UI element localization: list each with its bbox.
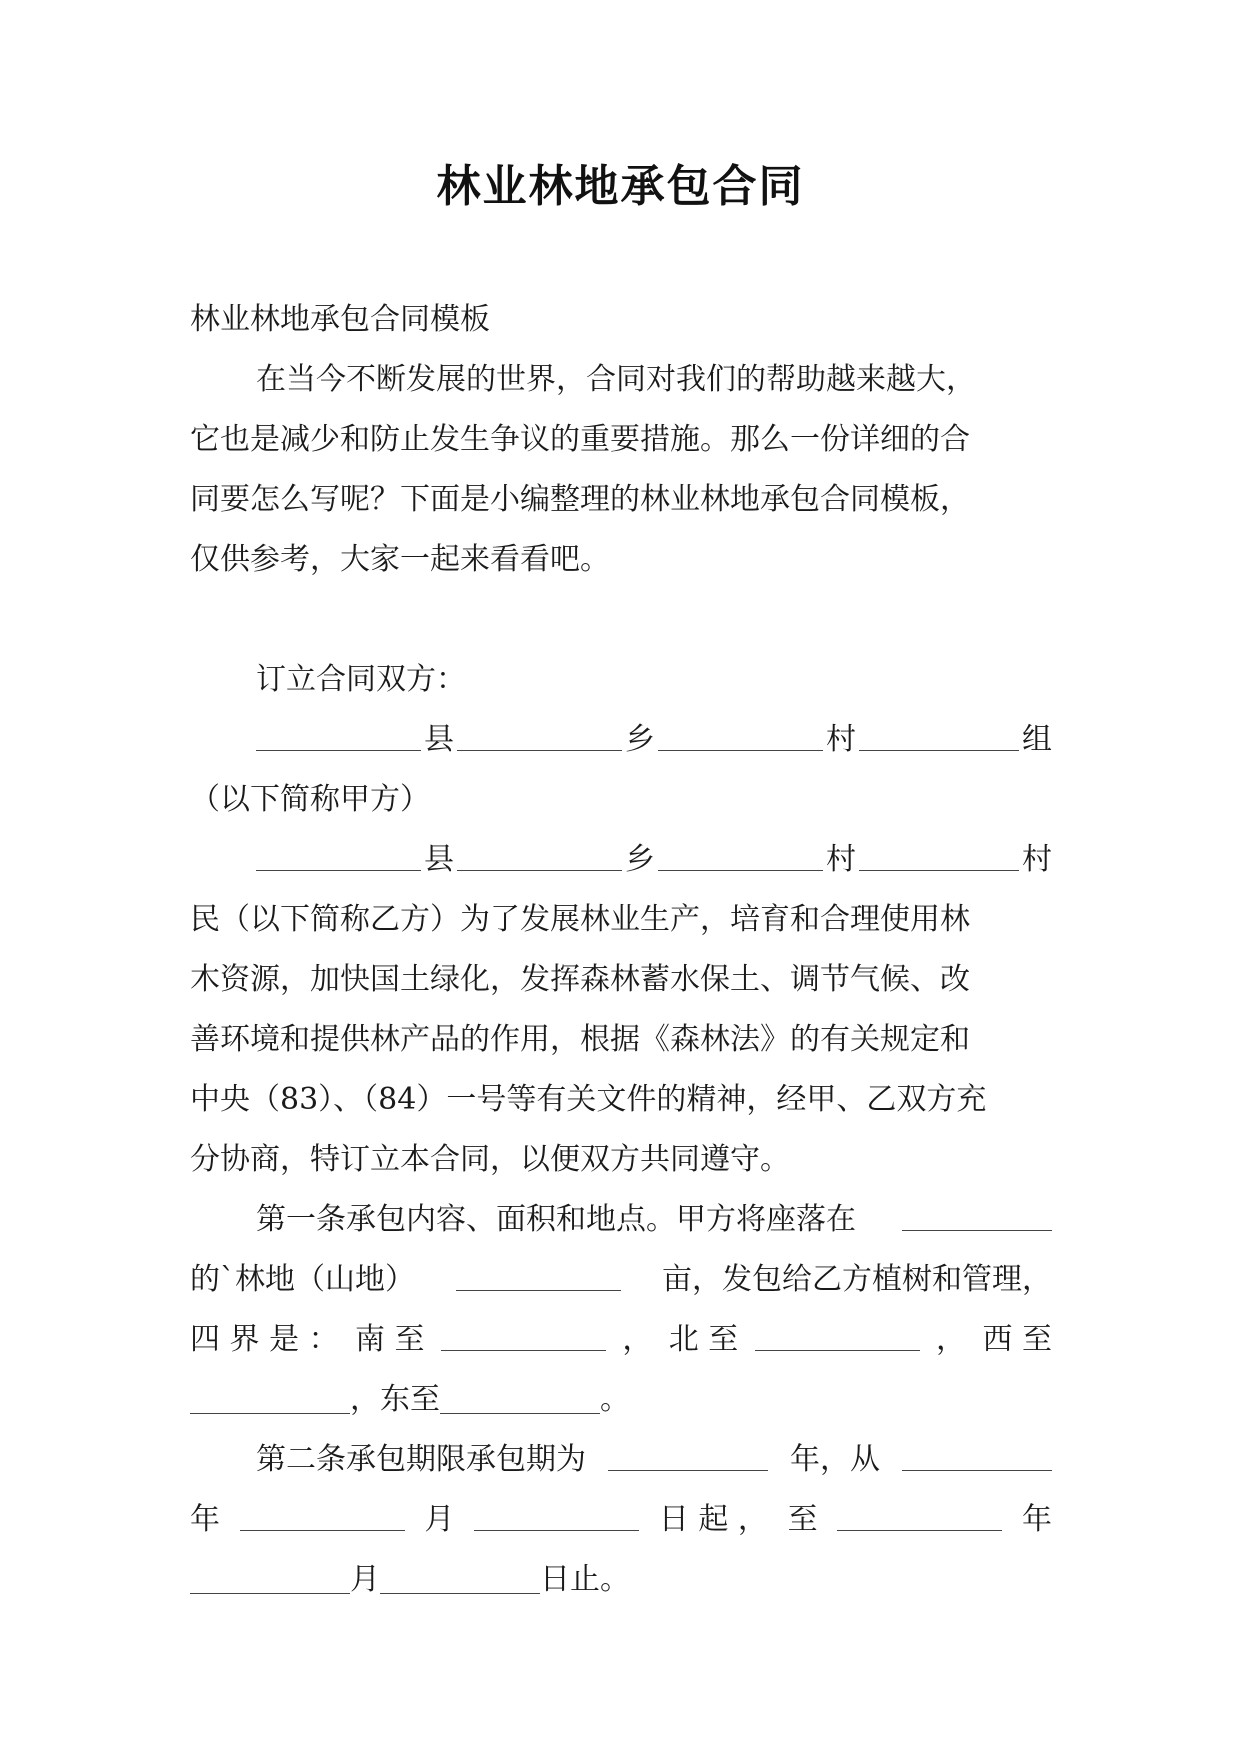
article-2-line-1 (190, 1430, 1052, 1490)
article-1-south: 南 至 (355, 1322, 425, 1357)
party-a-cun: 村 (826, 722, 856, 757)
article-1-line-4 (190, 1370, 1052, 1430)
intro-line-4: 仅供参考，大家一起来看看吧。 (190, 542, 610, 577)
intro-line-1: 在当今不断发展的世界，合同对我们的帮助越来越大， (256, 362, 976, 397)
blank-field (658, 850, 823, 871)
article-1-boundaries: 四 界 是 ： (190, 1322, 339, 1357)
article-2-line-2 (190, 1490, 1052, 1550)
party-a-xiang: 乡 (625, 722, 655, 757)
blank-field (380, 1573, 540, 1594)
article-1-line-1 (190, 1190, 1052, 1250)
blank-field (457, 850, 622, 871)
article-2-text: 第二条承包期限承包期为 (256, 1442, 586, 1477)
blank-field (190, 1573, 350, 1594)
article-1-forest-land: 的`林地（山地） (190, 1262, 415, 1297)
blank-field (457, 730, 622, 751)
article-2-end: 日止。 (540, 1562, 630, 1597)
blank-field (441, 1330, 606, 1351)
blank-field (240, 1510, 405, 1531)
comma: ， (936, 1322, 967, 1357)
blank-field (902, 1210, 1052, 1231)
blank-field (256, 850, 421, 871)
article-1-line-3 (190, 1310, 1052, 1370)
article-1-east: ，东至 (350, 1382, 440, 1417)
party-b-line-3: 木资源，加快国土绿化，发挥森林蓄水保土、调节气候、改 (190, 962, 970, 997)
blank-field (902, 1450, 1052, 1471)
blank-field (658, 730, 823, 751)
party-b-cun: 村 (826, 842, 856, 877)
article-1-mu-text: 亩，发包给乙方植树和管理， (662, 1262, 1052, 1297)
article-1-text: 第一条承包内容、面积和地点。甲方将座落在 (256, 1202, 856, 1237)
document-title: 林业林地承包合同 (436, 161, 805, 212)
blank-field (755, 1330, 920, 1351)
document-body (190, 290, 1052, 1610)
blank-field (456, 1270, 621, 1291)
article-1-line-2 (190, 1250, 1052, 1310)
article-2-year-from: 年，从 (790, 1442, 880, 1477)
intro-line-3: 同要怎么写呢？下面是小编整理的林业林地承包合同模板， (190, 482, 970, 517)
paragraph-gap (190, 590, 1052, 650)
blank-field (256, 730, 421, 751)
party-a-zu: 组 (1022, 722, 1052, 757)
party-b-line-2: 民（以下简称乙方）为了发展林业生产，培育和合理使用林 (190, 902, 970, 937)
blank-field (190, 1393, 350, 1414)
parties-heading: 订立合同双方： (256, 662, 466, 697)
article-1-west: 西 至 (982, 1322, 1052, 1357)
party-b-line-5: 中央（83）、（84）一号等有关文件的精神，经甲、乙双方充 (190, 1082, 987, 1117)
party-a-xian: 县 (424, 722, 454, 757)
blank-field (608, 1450, 768, 1471)
party-b-line-6: 分协商，特订立本合同，以便双方共同遵守。 (190, 1142, 790, 1177)
article-2-to: 至 (787, 1502, 818, 1537)
blank-field (837, 1510, 1002, 1531)
blank-field (440, 1393, 600, 1414)
article-1-north: 北 至 (668, 1322, 739, 1357)
article-2-line-3 (190, 1550, 1052, 1610)
blank-field (474, 1510, 639, 1531)
article-2-day-start: 日 起 ， (658, 1502, 768, 1537)
article-2-year-2: 年 (1022, 1502, 1052, 1537)
party-b-xiang: 乡 (625, 842, 655, 877)
article-2-month-2: 月 (350, 1562, 380, 1597)
blank-field (859, 850, 1019, 871)
subtitle: 林业林地承包合同模板 (190, 302, 490, 337)
article-1-end: 。 (600, 1382, 630, 1417)
party-b-line-4: 善环境和提供林产品的作用，根据《森林法》的有关规定和 (190, 1022, 970, 1057)
party-b-address-line (190, 830, 1052, 890)
party-b-cun2: 村 (1022, 842, 1052, 877)
comma: ， (622, 1322, 653, 1357)
article-2-month: 月 (424, 1502, 455, 1537)
party-b-xian: 县 (424, 842, 454, 877)
article-2-year: 年 (190, 1502, 220, 1537)
blank-field (859, 730, 1019, 751)
party-a-address-line (190, 710, 1052, 770)
party-a-note: （以下简称甲方） (190, 782, 430, 817)
intro-line-2: 它也是减少和防止发生争议的重要措施。那么一份详细的合 (190, 422, 970, 457)
